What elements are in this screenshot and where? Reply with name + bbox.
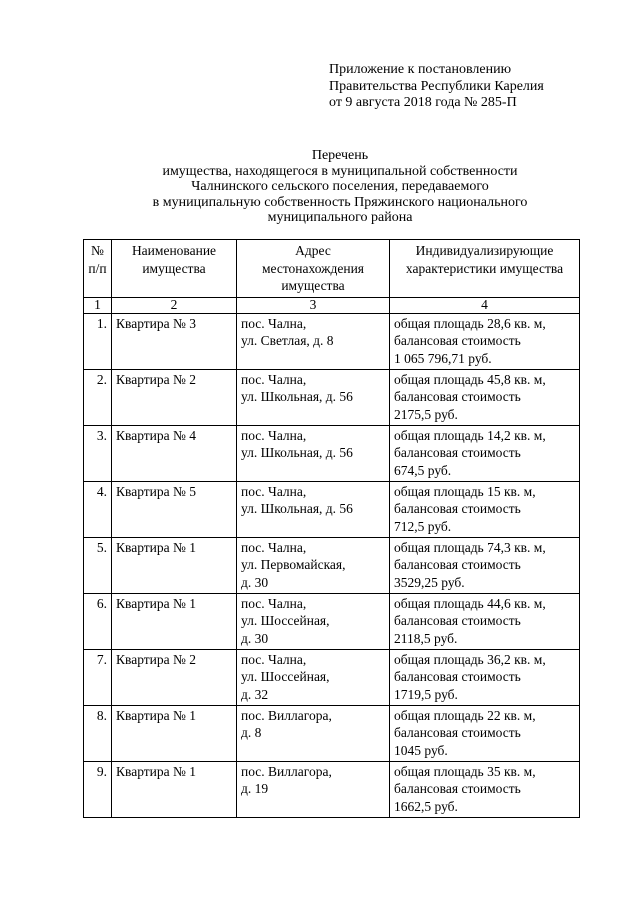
characteristics-line: общая площадь 28,6 кв. м, <box>394 315 546 331</box>
header-characteristics: Индивидуализирующие характеристики имущества <box>390 240 580 298</box>
property-address <box>237 537 390 593</box>
characteristics-line: 1662,5 руб. <box>394 798 458 814</box>
characteristics-line: балансовая стоимость <box>394 725 521 740</box>
characteristics-line: балансовая стоимость <box>394 445 521 460</box>
property-characteristics <box>390 481 580 537</box>
title-line: Чалнинского сельского поселения, передаваемого <box>191 179 489 194</box>
property-address <box>237 425 390 481</box>
characteristics-line: 1719,5 руб. <box>394 686 458 702</box>
document-title <box>60 148 620 226</box>
title-line: в муниципальную собственность Пряжинского национального <box>152 194 528 210</box>
address-line: д. 32 <box>241 686 269 702</box>
characteristics-line: общая площадь 22 кв. м, <box>394 707 536 723</box>
column-number: 4 <box>390 297 580 313</box>
appendix-line: от 9 августа 2018 года № 285-П <box>329 95 517 110</box>
characteristics-line: балансовая стоимость <box>394 557 521 572</box>
property-address <box>237 593 390 649</box>
characteristics-line: общая площадь 36,2 кв. м, <box>394 651 546 667</box>
property-characteristics <box>390 705 580 761</box>
property-name: Квартира № 1 <box>112 705 237 761</box>
property-address <box>237 761 390 817</box>
address-line: ул. Шоссейная, <box>241 669 330 684</box>
characteristics-line: балансовая стоимость <box>394 613 521 628</box>
address-line: пос. Виллагора, <box>241 707 332 723</box>
table-body <box>84 313 580 817</box>
column-number: 2 <box>112 297 237 313</box>
address-line: ул. Школьная, д. 56 <box>241 445 353 460</box>
address-line: ул. Первомайская, <box>241 557 346 572</box>
row-number: 2. <box>84 369 112 425</box>
table-header-row <box>84 240 580 298</box>
property-name: Квартира № 2 <box>112 649 237 705</box>
title-line: имущества, находящегося в муниципальной собственности <box>162 163 518 179</box>
row-number: 7. <box>84 649 112 705</box>
row-number: 1. <box>84 313 112 369</box>
header-address: Адрес местонахождения имущества <box>237 240 390 298</box>
table-row <box>84 313 580 369</box>
address-line: ул. Школьная, д. 56 <box>241 389 353 404</box>
address-line: ул. Светлая, д. 8 <box>241 333 334 348</box>
address-line: д. 8 <box>241 725 262 740</box>
property-characteristics <box>390 593 580 649</box>
address-line: д. 30 <box>241 630 269 646</box>
address-line: пос. Чална, <box>241 651 307 667</box>
property-address <box>237 481 390 537</box>
address-line: пос. Чална, <box>241 539 307 555</box>
address-line: пос. Чална, <box>241 371 307 387</box>
characteristics-line: балансовая стоимость <box>394 781 521 796</box>
row-number: 9. <box>84 761 112 817</box>
property-name: Квартира № 4 <box>112 425 237 481</box>
address-line: пос. Чална, <box>241 427 307 443</box>
characteristics-line: балансовая стоимость <box>394 501 521 516</box>
appendix-line: Приложение к постановлению <box>329 62 512 77</box>
characteristics-line: 1045 руб. <box>394 742 448 758</box>
row-number: 4. <box>84 481 112 537</box>
address-line: д. 30 <box>241 574 269 590</box>
appendix-header <box>329 62 544 112</box>
characteristics-line: 1 065 796,71 руб. <box>394 350 492 366</box>
property-address <box>237 705 390 761</box>
characteristics-line: общая площадь 44,6 кв. м, <box>394 595 546 611</box>
property-characteristics <box>390 425 580 481</box>
table-row <box>84 537 580 593</box>
column-number: 1 <box>84 297 112 313</box>
column-number: 3 <box>237 297 390 313</box>
row-number: 3. <box>84 425 112 481</box>
title-heading: Перечень <box>311 148 369 163</box>
address-line: пос. Чална, <box>241 595 307 611</box>
row-number: 6. <box>84 593 112 649</box>
property-characteristics <box>390 313 580 369</box>
property-characteristics <box>390 649 580 705</box>
property-name: Квартира № 1 <box>112 537 237 593</box>
characteristics-line: общая площадь 35 кв. м, <box>394 763 536 779</box>
property-address <box>237 649 390 705</box>
characteristics-line: общая площадь 74,3 кв. м, <box>394 539 546 555</box>
table-row <box>84 593 580 649</box>
characteristics-line: 2118,5 руб. <box>394 630 458 646</box>
property-address <box>237 369 390 425</box>
characteristics-line: балансовая стоимость <box>394 389 521 404</box>
characteristics-line: балансовая стоимость <box>394 333 521 348</box>
property-name: Квартира № 5 <box>112 481 237 537</box>
property-characteristics <box>390 537 580 593</box>
appendix-line: Правительства Республики Карелия <box>329 78 544 94</box>
address-line: ул. Школьная, д. 56 <box>241 501 353 516</box>
property-name: Квартира № 1 <box>112 761 237 817</box>
address-line: д. 19 <box>241 781 269 796</box>
characteristics-line: балансовая стоимость <box>394 669 521 684</box>
characteristics-line: общая площадь 45,8 кв. м, <box>394 371 546 387</box>
address-line: пос. Виллагора, <box>241 763 332 779</box>
column-number-row <box>84 297 580 313</box>
property-name: Квартира № 2 <box>112 369 237 425</box>
title-line: муниципального района <box>267 210 413 225</box>
table-row <box>84 761 580 817</box>
table-row <box>84 705 580 761</box>
table-row <box>84 425 580 481</box>
characteristics-line: 3529,25 руб. <box>394 574 465 590</box>
header-name: Наименование имущества <box>112 240 237 298</box>
header-number: № п/п <box>84 240 112 298</box>
property-characteristics <box>390 369 580 425</box>
property-table <box>83 239 580 818</box>
characteristics-line: общая площадь 15 кв. м, <box>394 483 536 499</box>
characteristics-line: 712,5 руб. <box>394 518 452 534</box>
property-name: Квартира № 1 <box>112 593 237 649</box>
table-row <box>84 481 580 537</box>
address-line: ул. Шоссейная, <box>241 613 330 628</box>
characteristics-line: общая площадь 14,2 кв. м, <box>394 427 546 443</box>
row-number: 5. <box>84 537 112 593</box>
address-line: пос. Чална, <box>241 315 307 331</box>
property-name: Квартира № 3 <box>112 313 237 369</box>
table-row <box>84 649 580 705</box>
characteristics-line: 674,5 руб. <box>394 462 452 478</box>
table-row <box>84 369 580 425</box>
property-address <box>237 313 390 369</box>
row-number: 8. <box>84 705 112 761</box>
characteristics-line: 2175,5 руб. <box>394 406 458 422</box>
property-characteristics <box>390 761 580 817</box>
address-line: пос. Чална, <box>241 483 307 499</box>
